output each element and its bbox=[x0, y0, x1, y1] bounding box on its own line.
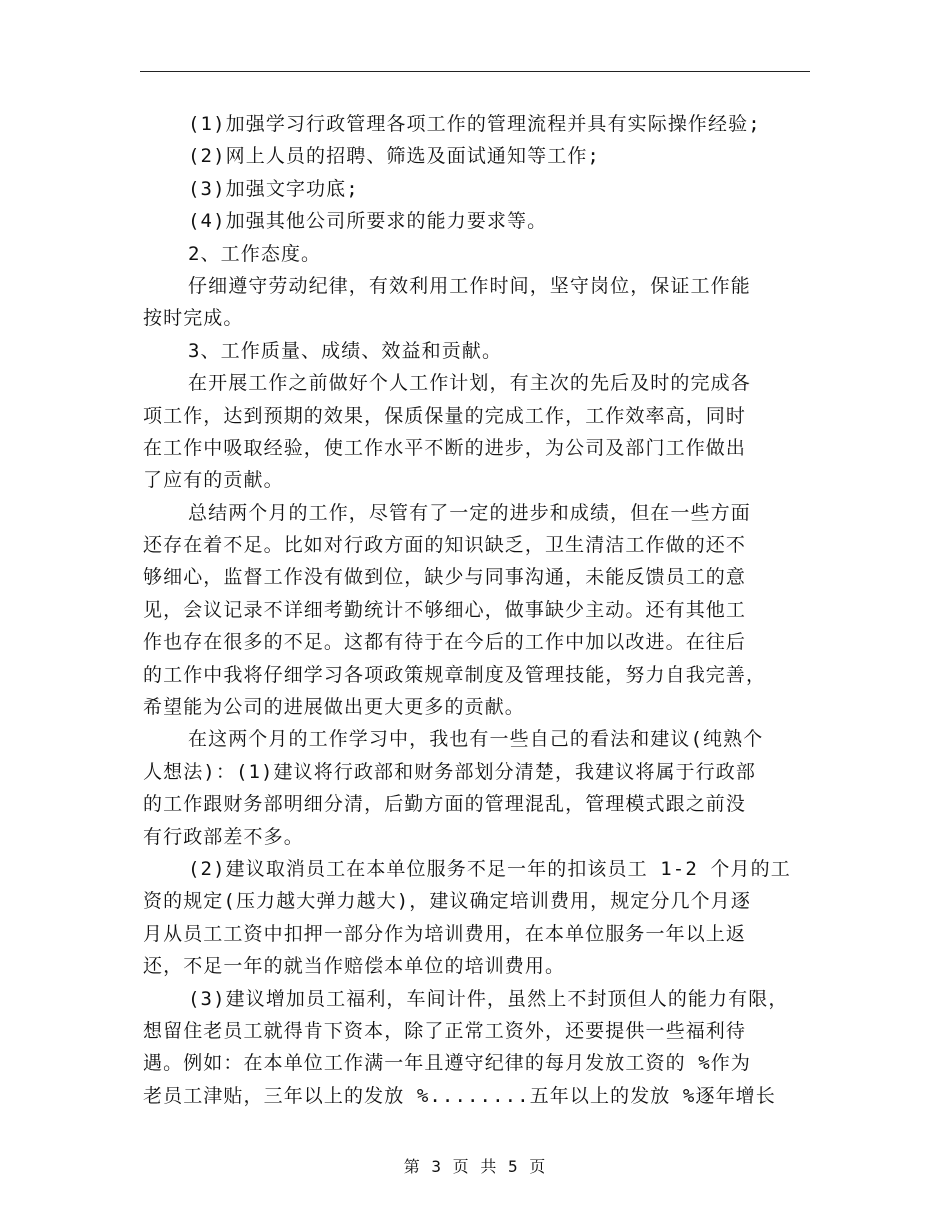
text-line: 项工作，达到预期的效果，保质保量的完成工作，工作效率高，同时 bbox=[143, 404, 747, 427]
text-line: (2)建议取消员工在本单位服务不足一年的扣该员工 1-2 个月的工 bbox=[188, 857, 791, 880]
text-line: (1)加强学习行政管理各项工作的管理流程并具有实际操作经验; bbox=[188, 113, 761, 135]
text-line: 遇。例如：在本单位工作满一年且遵守纪律的每月发放工资的 %作为 bbox=[143, 1052, 751, 1075]
text-line: 仔细遵守劳动纪律，有效利用工作时间，坚守岗位，保证工作能 bbox=[188, 274, 751, 297]
text-line: 希望能为公司的进展做出更大更多的贡献。 bbox=[143, 696, 525, 719]
text-line: 在工作中吸取经验，使工作水平不断的进步，为公司及部门工作做出 bbox=[143, 436, 747, 459]
text-line: 在开展工作之前做好个人工作计划，有主次的先后及时的完成各 bbox=[188, 372, 751, 395]
text-line: 够细心，监督工作没有做到位，缺少与同事沟通，未能反馈员工的意 bbox=[143, 566, 747, 589]
page-footer: 第 3 页 共 5 页 bbox=[403, 1157, 547, 1176]
text-line: 3、工作质量、成绩、效益和贡献。 bbox=[188, 339, 503, 362]
text-line: 见，会议记录不详细考勤统计不够细心，做事缺少主动。还有其他工 bbox=[143, 598, 747, 621]
text-line: 资的规定(压力越大弹力越大)，建议确定培训费用，规定分几个月逐 bbox=[143, 890, 751, 913]
text-line: 的工作跟财务部明细分清，后勤方面的管理混乱，管理模式跟之前没 bbox=[143, 793, 747, 816]
text-line: 作也存在很多的不足。这都有待于在今后的工作中加以改进。在往后 bbox=[143, 631, 747, 654]
header-rule bbox=[140, 71, 810, 72]
text-line: (4)加强其他公司所要求的能力要求等。 bbox=[188, 210, 548, 233]
text-line: 了应有的贡献。 bbox=[143, 469, 284, 492]
text-line: 老员工津贴，三年以上的发放 %........五年以上的发放 %逐年增长 bbox=[143, 1084, 776, 1107]
text-line: (2)网上人员的招聘、筛选及面试通知等工作; bbox=[188, 145, 600, 168]
text-line: 有行政部差不多。 bbox=[143, 825, 304, 848]
text-line: 人想法)：(1)建议将行政部和财务部划分清楚，我建议将属于行政部 bbox=[143, 760, 756, 783]
text-line: 还存在着不足。比如对行政方面的知识缺乏，卫生清洁工作做的还不 bbox=[143, 534, 747, 557]
text-line: 的工作中我将仔细学习各项政策规章制度及管理技能，努力自我完善， bbox=[143, 663, 767, 686]
text-line: 按时完成。 bbox=[143, 307, 244, 330]
text-line: 总结两个月的工作，尽管有了一定的进步和成绩，但在一些方面 bbox=[188, 501, 751, 524]
text-line: 在这两个月的工作学习中，我也有一些自己的看法和建议(纯熟个 bbox=[188, 728, 764, 751]
text-line: 还，不足一年的就当作赔偿本单位的培训费用。 bbox=[143, 955, 566, 978]
document-body bbox=[143, 108, 813, 1112]
text-line: 月从员工工资中扣押一部分作为培训费用，在本单位服务一年以上返 bbox=[143, 922, 747, 945]
text-line: (3)加强文字功底; bbox=[188, 177, 359, 200]
text-line: (3)建议增加员工福利，车间计件，虽然上不封顶但人的能力有限， bbox=[188, 987, 789, 1010]
text-line: 想留住老员工就得肯下资本，除了正常工资外，还要提供一些福利待 bbox=[143, 1019, 747, 1042]
text-line: 2、工作态度。 bbox=[188, 242, 322, 265]
